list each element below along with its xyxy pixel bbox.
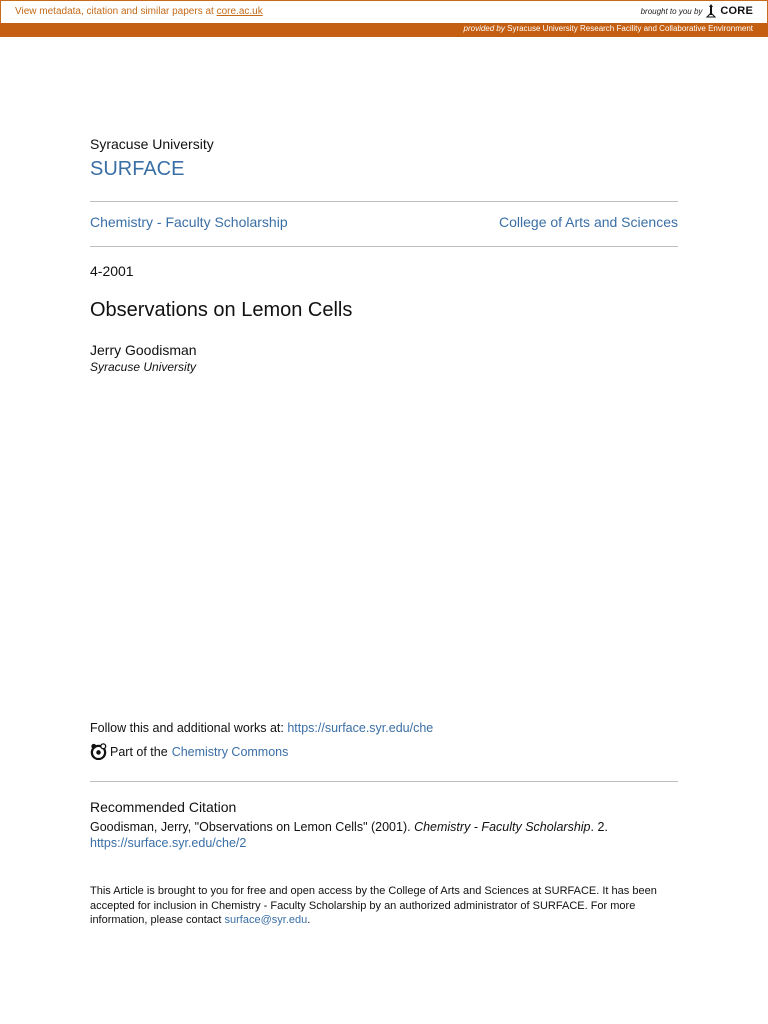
part-of-text: Part of the xyxy=(110,744,168,759)
author-name: Jerry Goodisman xyxy=(90,342,197,358)
core-tower-icon xyxy=(706,4,716,18)
core-banner xyxy=(0,0,768,37)
core-logo: CORE xyxy=(720,5,753,17)
citation-journal: Chemistry - Faculty Scholarship xyxy=(414,820,591,834)
recommended-citation-heading: Recommended Citation xyxy=(90,799,237,815)
core-metadata-line xyxy=(15,6,263,17)
core-provided-by xyxy=(464,24,753,33)
institution-name: Syracuse University xyxy=(90,136,214,152)
citation-number: . 2. xyxy=(590,820,608,834)
college-link[interactable]: College of Arts and Sciences xyxy=(499,214,678,230)
network-commons-icon xyxy=(90,743,107,760)
notice-text: This Article is brought to you for free and open access by the College of Arts and Sciences at SURFACE. It has been accepted for inclusion in Chemistry - Faculty Scholarship by an authorized administrator of SURFACE. For more information, please contact xyxy=(90,885,657,926)
brought-to-you-text: brought to you by xyxy=(640,6,703,16)
core-metadata-text: View metadata, citation and similar papers at xyxy=(15,6,217,17)
divider-middle xyxy=(90,246,678,247)
divider-top xyxy=(90,201,678,202)
follow-link[interactable]: https://surface.syr.edu/che xyxy=(287,721,434,735)
core-banner-top xyxy=(0,0,768,24)
follow-line xyxy=(90,721,433,735)
publication-date: 4-2001 xyxy=(90,263,134,279)
citation-text xyxy=(90,819,678,851)
core-ac-uk-link[interactable]: core.ac.uk xyxy=(216,6,263,17)
chemistry-commons-link[interactable]: Chemistry Commons xyxy=(171,744,289,759)
article-title: Observations on Lemon Cells xyxy=(90,299,353,321)
core-brought-by[interactable] xyxy=(641,4,753,18)
repository-link[interactable]: SURFACE xyxy=(90,158,185,180)
core-banner-bottom xyxy=(0,23,768,37)
notice-end: . xyxy=(307,914,311,926)
provided-by-label: provided by xyxy=(463,24,505,33)
part-of-line xyxy=(90,743,288,760)
divider-bottom xyxy=(90,781,678,782)
series-link[interactable]: Chemistry - Faculty Scholarship xyxy=(90,214,288,230)
citation-link[interactable]: https://surface.syr.edu/che/2 xyxy=(90,836,247,850)
author-affiliation: Syracuse University xyxy=(90,360,197,374)
access-notice xyxy=(90,884,678,928)
follow-text: Follow this and additional works at: xyxy=(90,721,288,735)
citation-author-title: Goodisman, Jerry, "Observations on Lemon Cells" (2001). xyxy=(90,820,415,834)
contact-email-link[interactable]: surface@syr.edu xyxy=(224,914,308,926)
provided-by-text: Syracuse University Research Facility and Collaborative Environment xyxy=(507,24,753,33)
